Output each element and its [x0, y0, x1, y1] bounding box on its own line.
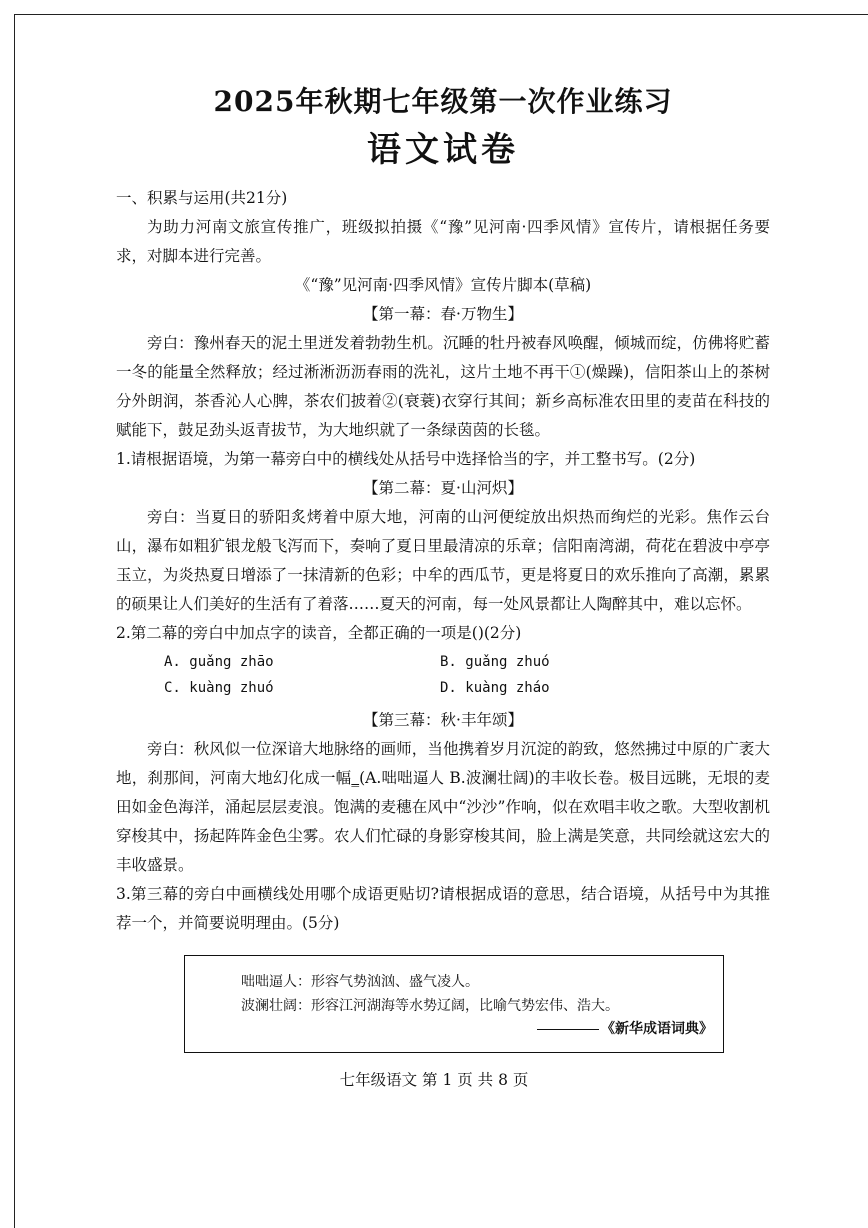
act3-narration-before: 旁白：秋风似一位深谙大地脉络的画师，当他携着岁月沉淀的韵致，悠然拂过中原的广袤大地，刹那间，河南大地幻化成一幅 — [116, 740, 770, 787]
act3-blank: _ — [351, 769, 360, 787]
option-c: C. kuàng zhuó — [164, 680, 274, 696]
act2-narration: 旁白：当夏日的骄阳炙烤着中原大地，河南的山河便绽放出炽热而绚烂的光彩。焦作云台山，瀑布如粗犷银龙般飞泻而下，奏响了夏日里最清凉的乐章；信阳南湾湖，荷花在碧波中亭亭玉立，为炎热夏日增添了一抹清新的色彩；中牟的西瓜节，更是将夏日的欢乐推向了高潮，累累的硕果让人们美好的生活有了着落……夏天的河南，每一处风景都让人陶醉其中，难以忘怀。 — [116, 508, 770, 613]
act3-heading: 【第三幕：秋·丰年颂】 — [363, 711, 523, 729]
option-b: B. guǎng zhuó — [440, 654, 550, 670]
question-3: 3.第三幕的旁白中画横线处用哪个成语更贴切?请根据成语的意思，结合语境，从括号中为其推荐一个，并简要说明理由。(5分) — [116, 885, 770, 932]
option-d: D. kuàng zháo — [440, 680, 550, 696]
question-2-options — [116, 648, 770, 706]
page-border-top — [14, 14, 868, 15]
section-heading: 一、积累与运用(共21分) — [116, 189, 288, 207]
question-2: 2.第二幕的旁白中加点字的读音，全都正确的一项是()(2分) — [116, 624, 522, 642]
option-a: A. guǎng zhāo — [164, 654, 274, 670]
page-footer: 七年级语文 第 1 页 共 8 页 — [339, 1071, 529, 1089]
dictionary-source-text: 《新华成语词典》 — [601, 1021, 713, 1037]
exam-title: 2025年秋期七年级第一次作业练习 — [213, 85, 673, 118]
dictionary-entry-2: 波澜壮阔：形容江河湖海等水势辽阔，比喻气势宏伟、浩大。 — [241, 998, 619, 1014]
act1-heading: 【第一幕：春·万物生】 — [363, 305, 523, 323]
dictionary-box — [184, 955, 724, 1053]
act2-heading: 【第二幕：夏·山河炽】 — [363, 479, 523, 497]
act3-narration — [116, 735, 770, 880]
source-dash — [537, 1029, 599, 1030]
dictionary-source — [537, 1019, 713, 1039]
page-border-left — [14, 14, 15, 1228]
exam-subtitle: 语文试卷 — [367, 130, 519, 170]
section-intro: 为助力河南文旅宣传推广，班级拟拍摄《“豫”见河南·四季风情》宣传片，请根据任务要求，对脚本进行完善。 — [116, 218, 770, 265]
act3-narration-after: (A.咄咄逼人 B.波澜壮阔)的丰收长卷。极目远眺，无垠的麦田如金色海洋，涌起层层麦浪。饱满的麦穗在风中“沙沙”作响，似在欢唱丰收之歌。大型收割机穿梭其中，扬起阵阵金色尘雾。农人们忙碌的身影穿梭其间，脸上满是笑意，共同绘就这宏大的丰收盛景。 — [116, 769, 770, 874]
script-title: 《“豫”见河南·四季风情》宣传片脚本(草稿) — [294, 276, 592, 294]
exam-body — [116, 184, 770, 938]
page-content — [116, 80, 770, 938]
act1-narration: 旁白：豫州春天的泥土里迸发着勃勃生机。沉睡的牡丹被春风唤醒，倾城而绽，仿佛将贮蓄一冬的能量全然释放；经过淅淅沥沥春雨的洗礼，这片土地不再干①(燥躁)，信阳茶山上的茶树分外朗润，茶香沁人心脾，茶农们披着②(衰蓑)衣穿行其间；新乡高标准农田里的麦苗在科技的赋能下，鼓足劲头返青拔节，为大地织就了一条绿茵茵的长毯。 — [116, 334, 770, 439]
question-1: 1.请根据语境，为第一幕旁白中的横线处从括号中选择恰当的字，并工整书写。(2分) — [116, 450, 696, 468]
dictionary-entry-1: 咄咄逼人：形容气势汹汹、盛气凌人。 — [241, 974, 479, 990]
